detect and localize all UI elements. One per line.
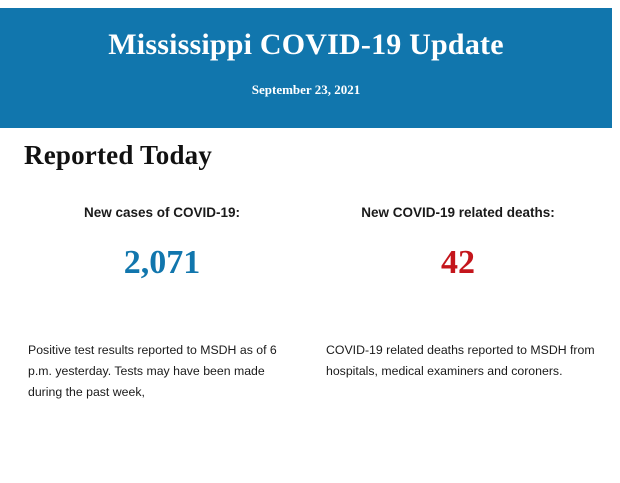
stat-label: New COVID-19 related deaths: [361,205,555,220]
description-text: COVID-19 related deaths reported to MSDH from hospitals, medical examiners and coroners. [326,343,595,379]
report-date: September 23, 2021 [251,82,361,97]
description-new-deaths [312,340,610,382]
descriptions-row [14,340,610,403]
stats-row [14,205,606,280]
page-title: Mississippi COVID-19 Update [108,28,504,61]
header-banner [0,8,612,128]
stat-new-deaths [310,205,606,280]
description-text: Positive test results reported to MSDH as of 6 p.m. yesterday. Tests may have been made during the past week, [28,343,277,400]
section-heading: Reported Today [24,140,213,170]
description-new-cases [14,340,312,403]
stat-label: New cases of COVID-19: [83,205,241,220]
stat-value: 2,071 [123,244,201,282]
stat-new-cases [14,205,310,280]
stat-value: 42 [441,244,475,282]
